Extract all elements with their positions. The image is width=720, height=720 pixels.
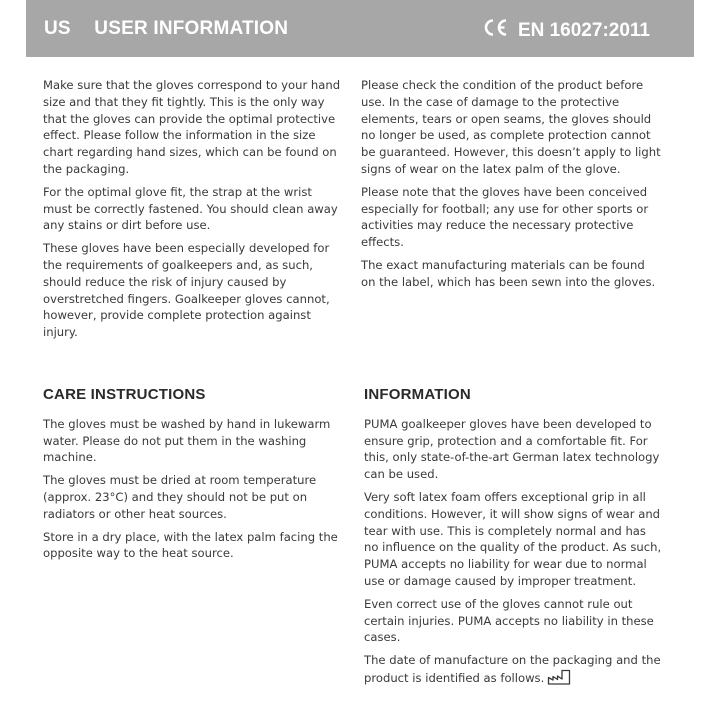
- information-paragraph-manufacture: [364, 652, 664, 690]
- header-title-group: [44, 18, 288, 40]
- standard-code: EN 16027:2011: [517, 19, 650, 41]
- intro-paragraph: For the optimal glove fit, the strap at the wrist must be correctly fastened. You should clean away any stains or dirt before use.: [43, 184, 338, 233]
- information-paragraph: Even correct use of the gloves cannot rule out certain injuries. PUMA accepts no liability in these cases.: [364, 596, 654, 645]
- intro-paragraph: Please check the condition of the product before use. In the case of damage to the protective elements, tears or open seams, the gloves should no longer be used, as complete protection cannot be guaranteed. However, this doesn’t apply to light signs of wear on the latex palm of the glove.: [361, 78, 661, 176]
- information-paragraph: PUMA goalkeeper gloves have been developed to ensure grip, protection and a comfortable fit. For this, only state-of-the-art German latex technology can be used.: [364, 416, 660, 482]
- care-instructions-section: [43, 387, 343, 568]
- intro-paragraph: These gloves have been especially developed for the requirements of goalkeepers and, as such, should reduce the risk of injury caused by overstretched fingers. Goalkeeper gloves cannot, however, provide complete protection against injury.: [43, 241, 330, 340]
- care-paragraph: The gloves must be washed by hand in lukewarm water. Please do not put them in the washing machine.: [43, 416, 331, 465]
- information-paragraph: Very soft latex foam offers exceptional grip in all conditions. However, it will show signs of wear and tear with use. This is completely normal and has no influence on the quality of the product. As such, PUMA accepts no liability for wear due to normal use or damage caused by improper treatment.: [364, 489, 662, 588]
- header-bar: [26, 0, 694, 57]
- care-paragraph: Store in a dry place, with the latex palm facing the opposite way to the heat source.: [43, 529, 338, 561]
- manufacture-text: The date of manufacture on the packaging and the product is identified as follows.: [364, 653, 661, 685]
- care-paragraph: The gloves must be dried at room temperature (approx. 23°C) and they should not be put on radiators or other heat sources.: [43, 473, 317, 521]
- intro-paragraph: Please note that the gloves have been conceived especially for football; any use for other sports or activities may reduce the necessary protective effects.: [361, 184, 649, 250]
- care-instructions-heading: CARE INSTRUCTIONS: [43, 386, 206, 403]
- country-code: US: [44, 18, 71, 39]
- certification-group: [483, 18, 650, 43]
- ce-mark-icon: [483, 18, 509, 43]
- information-section: [364, 387, 664, 696]
- page-title: USER INFORMATION: [94, 18, 289, 39]
- intro-paragraph: The exact manufacturing materials can be found on the label, which has been sewn into the gloves.: [361, 257, 656, 289]
- factory-icon: [547, 669, 571, 690]
- intro-paragraph: Make sure that the gloves correspond to your hand size and that they fit tightly. This is the only way that the gloves can provide the optimal protective effect. Please follow the information in the size chart regarding hand sizes, which can be found on the packaging.: [43, 78, 341, 176]
- intro-right-column: [361, 77, 661, 297]
- intro-left-column: [43, 77, 343, 347]
- information-heading: INFORMATION: [364, 386, 471, 403]
